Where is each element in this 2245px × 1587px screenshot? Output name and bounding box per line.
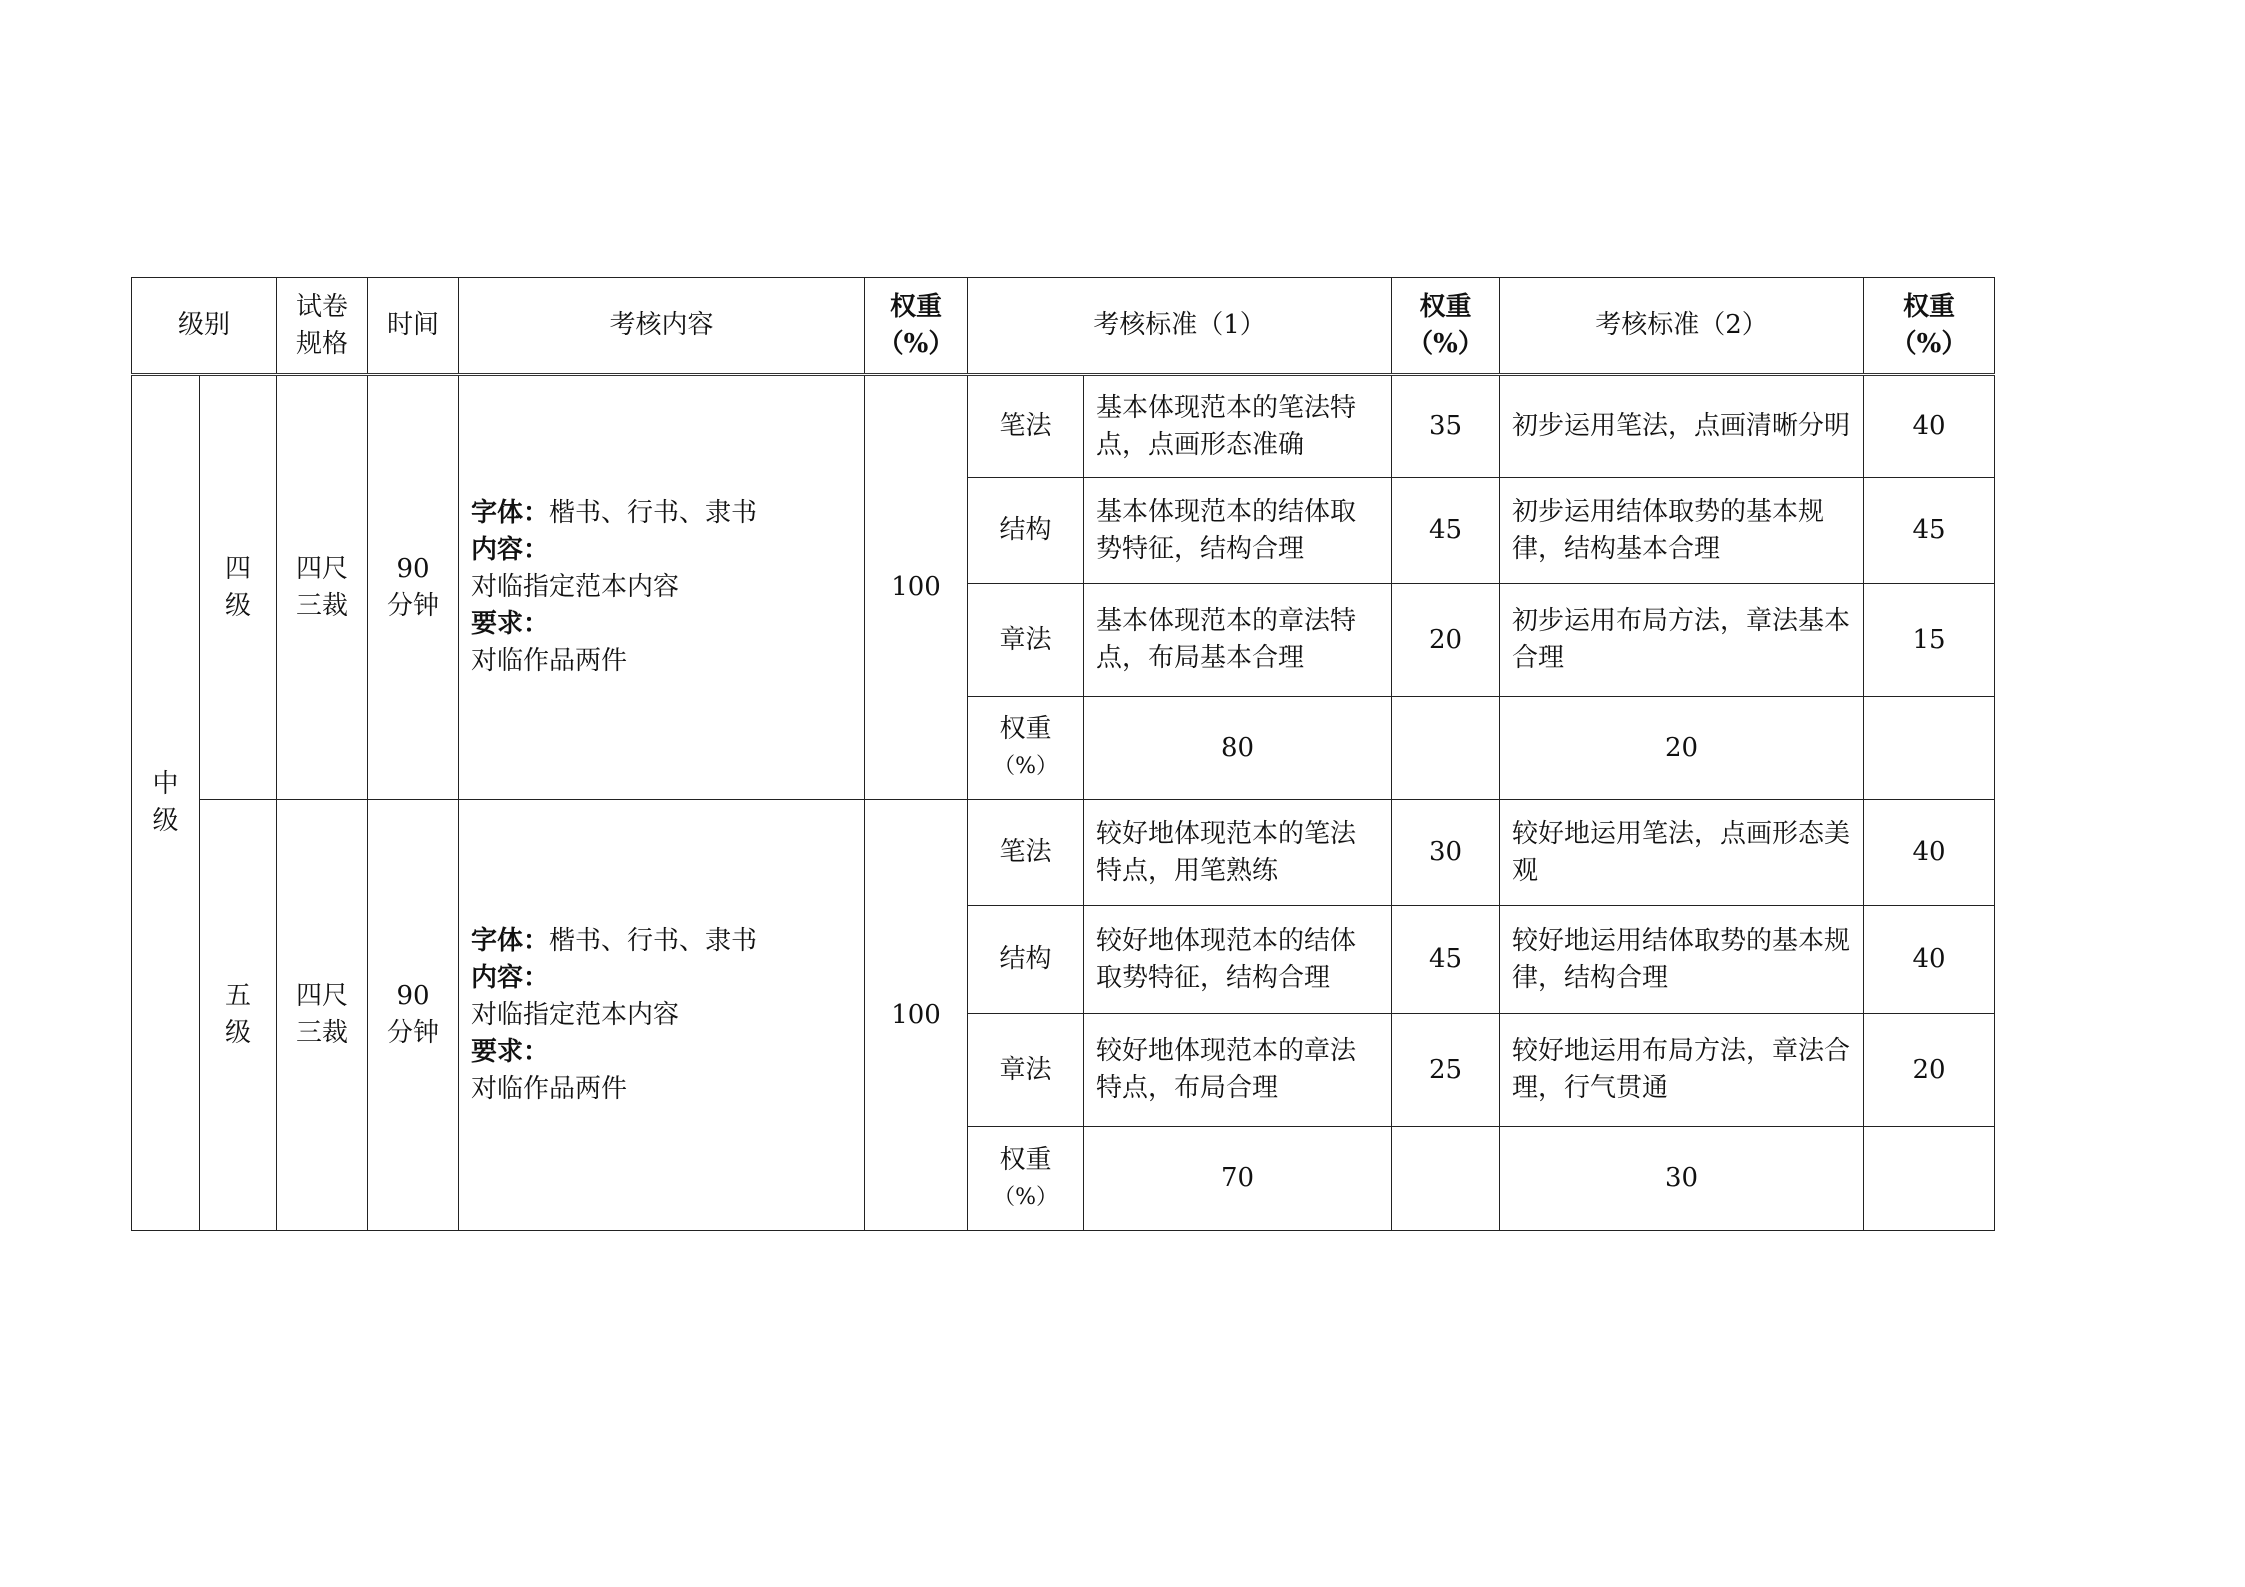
standard-1-cell: 较好地体现范本的笔法特点，用笔熟练 xyxy=(1084,800,1392,906)
empty-cell xyxy=(1864,697,1995,800)
weight-2-cell: 40 xyxy=(1864,800,1995,906)
header-paper-spec: 试卷 规格 xyxy=(277,278,368,375)
header-weight-2: 权重 （%） xyxy=(1864,278,1995,375)
standard-2-weight: 20 xyxy=(1500,697,1864,800)
weight-row-label: 权重 （%） xyxy=(968,697,1084,800)
weight-1-cell: 25 xyxy=(1392,1014,1500,1127)
weight-1-cell: 35 xyxy=(1392,375,1500,478)
standard-1-weight: 70 xyxy=(1084,1127,1392,1231)
standard-2-cell: 较好地运用布局方法，章法合理，行气贯通 xyxy=(1500,1014,1864,1127)
standard-1-cell: 基本体现范本的章法特点，布局基本合理 xyxy=(1084,584,1392,697)
header-level: 级别 xyxy=(132,278,277,375)
total-weight-cell: 100 xyxy=(865,800,968,1231)
weight-1-cell: 30 xyxy=(1392,800,1500,906)
aspect-cell: 章法 xyxy=(968,584,1084,697)
aspect-cell: 章法 xyxy=(968,1014,1084,1127)
weight-1-cell: 20 xyxy=(1392,584,1500,697)
standard-2-cell: 较好地运用结体取势的基本规律，结构合理 xyxy=(1500,906,1864,1014)
standard-2-cell: 初步运用笔法，点画清晰分明 xyxy=(1500,375,1864,478)
weight-1-cell: 45 xyxy=(1392,478,1500,584)
paper-spec-cell: 四尺 三裁 xyxy=(277,800,368,1231)
time-cell: 90 分钟 xyxy=(368,800,459,1231)
empty-cell xyxy=(1864,1127,1995,1231)
aspect-cell: 结构 xyxy=(968,478,1084,584)
aspect-cell: 笔法 xyxy=(968,375,1084,478)
time-cell: 90 分钟 xyxy=(368,375,459,800)
level-cell: 四 级 xyxy=(200,375,277,800)
weight-2-cell: 45 xyxy=(1864,478,1995,584)
standard-1-cell: 基本体现范本的结体取势特征，结构合理 xyxy=(1084,478,1392,584)
exam-content-cell: 字体：楷书、行书、隶书 内容： 对临指定范本内容 要求： 对临作品两件 xyxy=(459,375,865,800)
header-standard-2: 考核标准（2） xyxy=(1500,278,1864,375)
category-cell: 中 级 xyxy=(132,375,200,1231)
standard-1-cell: 较好地体现范本的章法特点，布局合理 xyxy=(1084,1014,1392,1127)
header-content: 考核内容 xyxy=(459,278,865,375)
standard-2-cell: 初步运用布局方法，章法基本合理 xyxy=(1500,584,1864,697)
table-row xyxy=(132,800,1995,906)
weight-2-cell: 15 xyxy=(1864,584,1995,697)
paper-spec-cell: 四尺 三裁 xyxy=(277,375,368,800)
standard-1-weight: 80 xyxy=(1084,697,1392,800)
weight-row-label: 权重 （%） xyxy=(968,1127,1084,1231)
exam-content-cell: 字体：楷书、行书、隶书 内容： 对临指定范本内容 要求： 对临作品两件 xyxy=(459,800,865,1231)
total-weight-cell: 100 xyxy=(865,375,968,800)
aspect-cell: 笔法 xyxy=(968,800,1084,906)
weight-2-cell: 40 xyxy=(1864,906,1995,1014)
table-row xyxy=(132,375,1995,478)
standard-2-cell: 初步运用结体取势的基本规律，结构基本合理 xyxy=(1500,478,1864,584)
level-cell: 五 级 xyxy=(200,800,277,1231)
empty-cell xyxy=(1392,1127,1500,1231)
header-row xyxy=(132,278,1995,375)
standard-1-cell: 较好地体现范本的结体取势特征，结构合理 xyxy=(1084,906,1392,1014)
empty-cell xyxy=(1392,697,1500,800)
weight-2-cell: 40 xyxy=(1864,375,1995,478)
header-weight: 权重 （%） xyxy=(865,278,968,375)
standard-2-cell: 较好地运用笔法，点画形态美观 xyxy=(1500,800,1864,906)
weight-1-cell: 45 xyxy=(1392,906,1500,1014)
standard-2-weight: 30 xyxy=(1500,1127,1864,1231)
header-time: 时间 xyxy=(368,278,459,375)
standard-1-cell: 基本体现范本的笔法特点，点画形态准确 xyxy=(1084,375,1392,478)
exam-standards-table xyxy=(131,277,1995,1231)
header-weight-1: 权重 （%） xyxy=(1392,278,1500,375)
weight-2-cell: 20 xyxy=(1864,1014,1995,1127)
header-standard-1: 考核标准（1） xyxy=(968,278,1392,375)
aspect-cell: 结构 xyxy=(968,906,1084,1014)
